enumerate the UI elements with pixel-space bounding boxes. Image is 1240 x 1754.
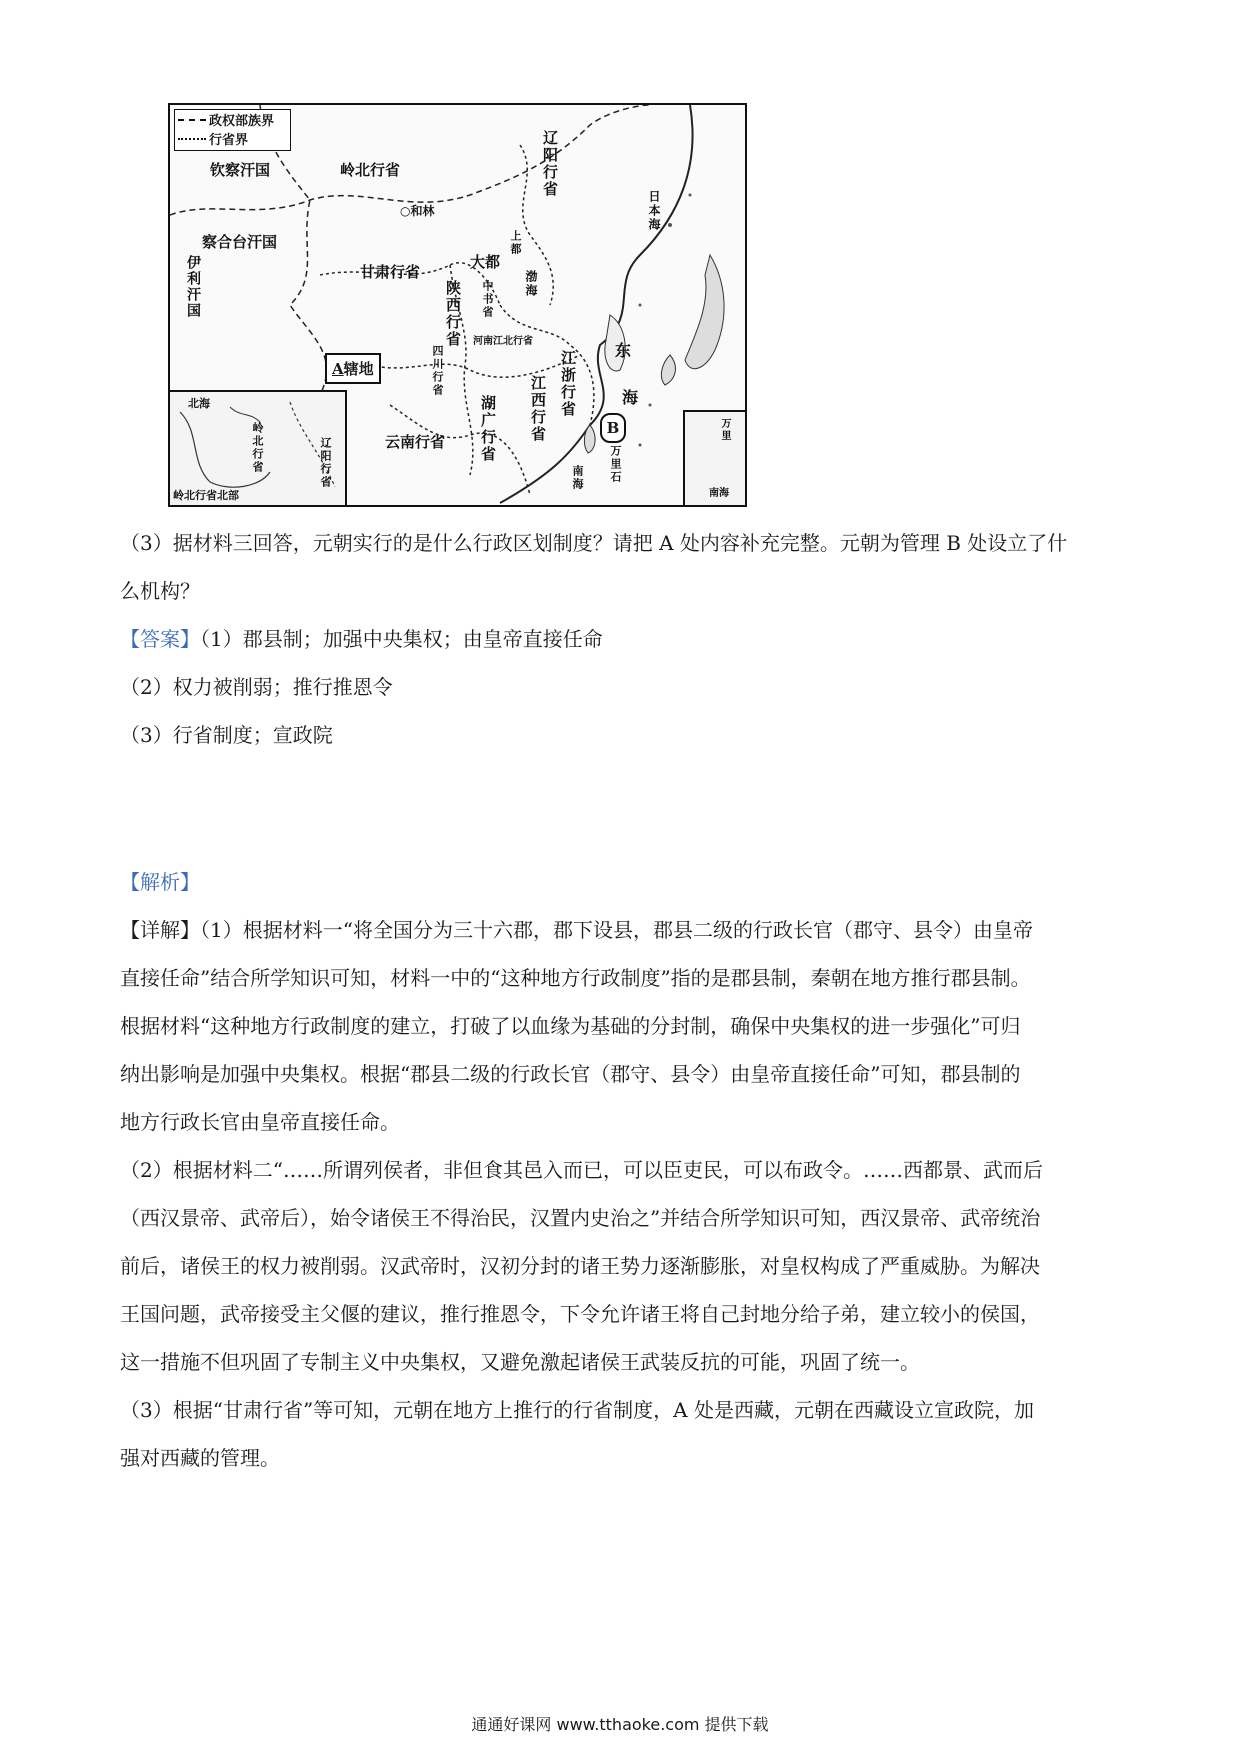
analysis-line: 根据材料“这种地方行政制度的建立，打破了以血缘为基础的分封制，确保中央集权的进一步强化”可归	[120, 1014, 1021, 1038]
analysis-line: 地方行政长官由皇帝直接任命。	[120, 1110, 400, 1134]
label-liaoyang: 辽阳行省	[541, 130, 559, 198]
label-yunnan: 云南行省	[385, 433, 446, 451]
label-jiangxi: 江西行省	[529, 375, 547, 443]
analysis-line: 这一措施不但巩固了专制主义中央集权，又避免激起诸侯王武装反抗的可能，巩固了统一。	[120, 1350, 920, 1374]
label-dadu: 大都	[470, 253, 501, 271]
region-a-text: 辖地	[343, 360, 374, 378]
label-nanhai: 南海	[571, 465, 584, 491]
label-huguang: 湖广行省	[479, 395, 497, 463]
map-legend	[174, 109, 291, 151]
region-a-letter: A	[332, 360, 344, 378]
inset-lingbei: 岭北行省	[251, 422, 264, 474]
analysis-line: 强对西藏的管理。	[120, 1446, 280, 1470]
legend-dashdot-symbol	[178, 138, 206, 140]
region-a-box	[325, 353, 381, 384]
analysis-line: （西汉景帝、武帝后），始令诸侯王不得治民，汉置内史治之”并结合所学知识可知，西汉景帝、武帝统治	[120, 1206, 1041, 1230]
analysis-line: 【详解】（1）根据材料一“将全国分为三十六郡，郡下设县，郡县二级的行政长官（郡守、县令）由皇帝	[120, 918, 1033, 942]
legend-dash-symbol	[178, 119, 206, 121]
inset-liaoyang: 辽阳行省	[319, 437, 332, 489]
answer-1: （1）郡县制；加强中央集权；由皇帝直接任命	[200, 627, 603, 651]
question-3	[120, 519, 1120, 615]
analysis-line: 纳出影响是加强中央集权。根据“郡县二级的行政长官（郡守、县令）由皇帝直接任命”可知，郡县制的	[120, 1062, 1021, 1086]
legend-item-1: 政权部族界	[209, 114, 275, 129]
inset-lingbei-north	[170, 390, 347, 505]
inset-beihai: 北海	[188, 397, 210, 410]
label-helin: ○和林	[400, 204, 435, 218]
answer-label: 【答案】	[120, 627, 200, 651]
analysis-line: 直接任命”结合所学知识可知，材料一中的“这种地方行政制度”指的是郡县制，秦朝在地方推行郡县制。	[120, 966, 1031, 990]
analysis-line: （2）根据材料二“……所谓列侯者，非但食其邑入而已，可以臣吏民，可以布政令。……西都景、武而后	[120, 1158, 1043, 1182]
answer-section	[120, 615, 1120, 759]
question-3-line-1: （3）据材料三回答，元朝实行的是什么行政区划制度？请把 A 处内容补充完整。元朝为管理 B 处设立了什	[120, 531, 1068, 555]
question-3-line-2: 么机构？	[120, 579, 200, 603]
answer-3: （3）行省制度；宣政院	[120, 723, 333, 747]
label-wanli: 万里石	[609, 445, 622, 484]
label-dong: 东	[615, 341, 632, 360]
label-zhongshu: 中书省	[481, 280, 494, 319]
label-shaanxi: 陕西行省	[444, 280, 462, 348]
legend-item-2: 行省界	[209, 133, 249, 148]
label-riben: 日本海	[647, 190, 661, 232]
page-footer: 通通好课网 www.tthaoke.com 提供下载	[471, 1715, 769, 1734]
label-hai: 海	[622, 388, 639, 407]
label-qincha: 钦察汗国	[210, 161, 271, 179]
label-bohai: 渤海	[524, 270, 538, 298]
label-gansu: 甘肃行省	[360, 263, 421, 281]
label-shangdu: 上都	[509, 230, 522, 256]
analysis-line: 前后，诸侯王的权力被削弱。汉武帝时，汉初分封的诸王势力逐渐膨胀，对皇权构成了严重威胁。为解决	[120, 1254, 1040, 1278]
analysis-line: 王国问题，武帝接受主父偃的建议，推行推恩令，下令允许诸王将自己封地分给子弟，建立较小的侯国，	[120, 1302, 1040, 1326]
inset2-wanli: 万里	[719, 418, 730, 442]
analysis-label: 【解析】	[120, 870, 200, 894]
label-lingbei: 岭北行省	[340, 161, 401, 179]
analysis-line: （3）根据“甘肃行省”等可知，元朝在地方上推行的行省制度，A 处是西藏，元朝在西藏设立宣政院，加	[120, 1398, 1034, 1422]
label-ilkhan: 伊利汗国	[185, 255, 201, 319]
label-henan: 河南江北行省	[473, 336, 533, 347]
label-chagatai: 察合台汗国	[202, 233, 278, 251]
inset-south-sea	[683, 410, 745, 505]
yuan-dynasty-map	[168, 103, 747, 507]
label-sichuan: 四川行省	[431, 345, 444, 397]
answer-2: （2）权力被削弱；推行推恩令	[120, 675, 393, 699]
analysis-body	[120, 906, 1120, 1482]
analysis-label-block	[120, 858, 1120, 906]
inset2-caption: 南海	[709, 488, 729, 499]
label-jiangzhe: 江浙行省	[559, 350, 577, 418]
inset-caption: 岭北行省北部	[173, 489, 239, 502]
region-b-box: B	[600, 413, 626, 443]
